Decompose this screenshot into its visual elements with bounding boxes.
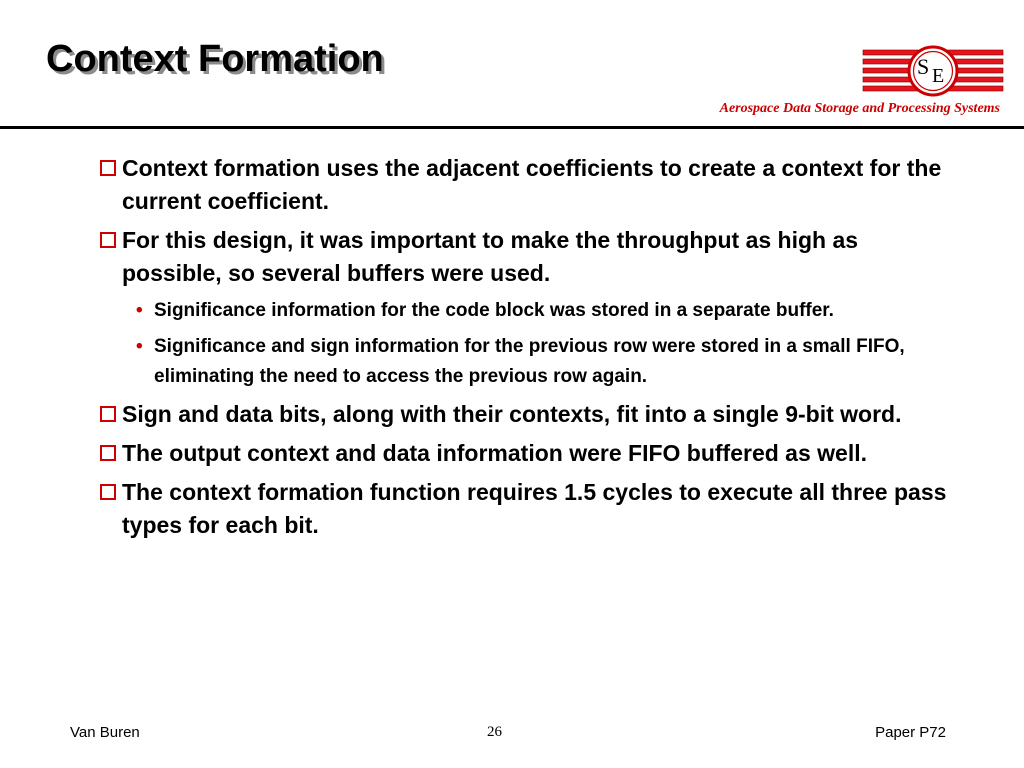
bullet-item — [98, 224, 948, 290]
hollow-square-bullet-icon — [100, 484, 116, 500]
footer-page-number: 26 — [487, 724, 502, 740]
footer-paper-id: Paper P72 — [875, 724, 946, 741]
tagline: Aerospace Data Storage and Processing Systems — [719, 101, 1000, 116]
slide-content — [98, 152, 948, 548]
bullet-item — [98, 476, 948, 542]
header-divider — [0, 126, 1024, 129]
dot-bullet-icon: • — [136, 300, 143, 321]
bullet-item — [98, 152, 948, 218]
hollow-square-bullet-icon — [100, 232, 116, 248]
sub-bullet-item — [98, 332, 948, 392]
dot-bullet-icon: • — [136, 336, 143, 357]
logo-letter-s: S — [917, 54, 930, 79]
hollow-square-bullet-icon — [100, 445, 116, 461]
hollow-square-bullet-icon — [100, 406, 116, 422]
bullet-text: Sign and data bits, along with their contexts, fit into a single 9-bit word. — [122, 401, 902, 427]
sub-bullet-item — [98, 296, 948, 326]
logo-letter-e: E — [932, 65, 945, 87]
hollow-square-bullet-icon — [100, 160, 116, 176]
sub-bullet-list — [98, 296, 948, 392]
bullet-item — [98, 437, 948, 470]
sub-bullet-text: Significance information for the code block was stored in a separate buffer. — [154, 300, 834, 321]
bullet-text: For this design, it was important to make the throughput as high as possible, so several buffers were used. — [122, 227, 859, 286]
se-logo — [862, 45, 1004, 97]
bullet-text: The context formation function requires 1.5 cycles to execute all three pass types for each bit. — [122, 479, 947, 538]
bullet-item — [98, 398, 948, 431]
footer-author: Van Buren — [70, 724, 140, 741]
bullet-text: The output context and data information were FIFO buffered as well. — [122, 440, 868, 466]
slide-title: Context Formation — [46, 38, 384, 80]
sub-bullet-text: Significance and sign information for the previous row were stored in a small FIFO, eliminating the need to access the previous row again. — [154, 336, 905, 387]
bullet-text: Context formation uses the adjacent coefficients to create a context for the current coefficient. — [122, 155, 942, 214]
